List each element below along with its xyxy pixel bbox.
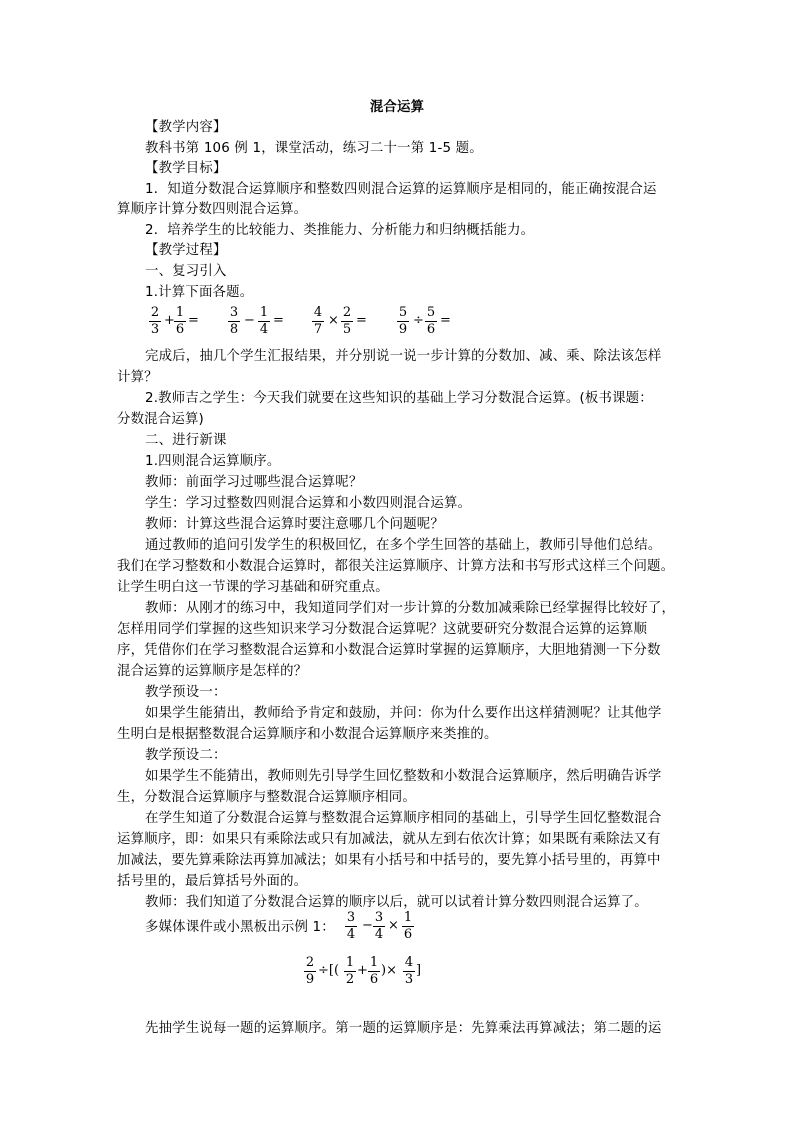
- times-operator: ×: [388, 918, 399, 933]
- fraction: 4 3: [404, 955, 414, 987]
- equals-sign: =: [356, 313, 367, 328]
- paragraph-line: 学生：学习过整数四则混合运算和小数四则混合运算。: [145, 496, 472, 511]
- fraction: 3 8: [229, 305, 239, 337]
- fraction: 2 3: [150, 305, 160, 337]
- paragraph-line: 生明白是根据整数混合运算顺序和小数混合运算顺序来类推的。: [117, 727, 498, 742]
- fraction: 1 2: [345, 955, 355, 987]
- divide-bracket-operator: ÷[(: [318, 963, 340, 978]
- plus-operator: +: [164, 313, 175, 328]
- paragraph-line: 1.计算下面各题。: [145, 285, 254, 300]
- subsection-heading: 二、进行新课: [145, 433, 227, 448]
- fraction: 4 7: [313, 305, 323, 337]
- paragraph-line: 在学生知道了分数混合运算与整数混合运算顺序相同的基础上，引导学生回忆整数混合: [145, 811, 662, 826]
- paragraph-line: 完成后，抽几个学生汇报结果，并分别说一说一步计算的分数加、减、乘、除法该怎样: [145, 349, 662, 364]
- paragraph-line: 怎样用同学们掌握的这些知识来学习分数混合运算呢？这就要研究分数混合运算的运算顺: [117, 622, 648, 637]
- plus-operator: +: [357, 963, 368, 978]
- paragraph-line: 教科书第 106 例 1，课堂活动，练习二十一第 1-5 题。: [145, 141, 483, 156]
- paragraph-line: 如果学生能猜出，教师给予肯定和鼓励，并问：你为什么要作出这样猜测呢？让其他学: [145, 706, 662, 721]
- section-heading: 【教学内容】: [145, 120, 227, 135]
- paragraph-line: 如果学生不能猜出，教师则先引导学生回忆整数和小数混合运算顺序，然后明确告诉学: [145, 769, 662, 784]
- minus-operator: −: [362, 918, 373, 933]
- paragraph-line: 算顺序计算分数四则混合运算。: [117, 202, 308, 217]
- equals-sign: =: [440, 313, 451, 328]
- paragraph-line: 分数混合运算): [117, 412, 204, 427]
- fraction: 1 6: [175, 305, 185, 337]
- paragraph-line: 教学预设二：: [145, 748, 227, 763]
- times-operator: ×: [328, 313, 339, 328]
- fraction: 3 4: [346, 910, 356, 942]
- paragraph-line: 教师：我们知道了分数混合运算的顺序以后，就可以试着计算分数四则混合运算了。: [145, 895, 648, 910]
- paragraph-line: 1．知道分数混合运算顺序和整数四则混合运算的运算顺序是相同的，能正确按混合运: [145, 182, 657, 197]
- paragraph-line: 我们在学习整数和小数混合运算时，都很关注运算顺序、计算方法和书写形式这样三个问题。: [117, 559, 675, 574]
- fraction: 1 6: [369, 955, 379, 987]
- fraction: 3 4: [374, 910, 384, 942]
- paragraph-line: 生，分数混合运算顺序与整数混合运算顺序相同。: [117, 790, 416, 805]
- fraction: 2 9: [305, 955, 315, 987]
- fraction: 5 6: [426, 305, 436, 337]
- paragraph-line: 2．培养学生的比较能力、类推能力、分析能力和归纳概括能力。: [145, 223, 535, 238]
- divide-operator: ÷: [413, 313, 424, 328]
- paragraph-line: 运算顺序，即：如果只有乘除法或只有加减法，就从左到右依次计算；如果既有乘除法又有: [117, 832, 661, 847]
- section-heading: 【教学过程】: [145, 243, 227, 258]
- paragraph-line: 1.四则混合运算顺序。: [145, 454, 281, 469]
- paragraph-line: 教师：计算这些混合运算时要注意哪几个问题呢？: [145, 517, 444, 532]
- times-operator: )×: [381, 963, 397, 978]
- paragraph-line: 加减法，要先算乘除法再算加减法；如果有小括号和中括号的，要先算小括号里的，再算中: [117, 853, 661, 868]
- paragraph-line: 教师：从刚才的练习中，我知道同学们对一步计算的分数加减乘除已经掌握得比较好了，: [145, 601, 676, 616]
- fraction: 1 4: [259, 305, 269, 337]
- minus-operator: −: [244, 313, 255, 328]
- paragraph-line: 多媒体课件或小黑板出示例 1：: [145, 920, 335, 935]
- equals-sign: =: [273, 313, 284, 328]
- section-heading: 【教学目标】: [145, 161, 227, 176]
- paragraph-line: 通过教师的追问引发学生的积极回忆，在多个学生回答的基础上，教师引导他们总结。: [145, 538, 662, 553]
- fraction: 5 9: [398, 305, 408, 337]
- paragraph-line: 混合运算的运算顺序是怎样的？: [117, 664, 308, 679]
- paragraph-line: 先抽学生说每一题的运算顺序。第一题的运算顺序是：先算乘法再算减法；第二题的运: [145, 1021, 662, 1036]
- paragraph-line: 教学预设一：: [145, 685, 227, 700]
- paragraph-line: 括号里的，最后算括号外面的。: [117, 874, 308, 889]
- document-title: 混合运算: [369, 100, 425, 115]
- paragraph-line: 让学生明白这一节课的学习基础和研究重点。: [117, 580, 389, 595]
- close-bracket: ]: [416, 963, 422, 978]
- subsection-heading: 一、复习引入: [145, 264, 227, 279]
- fraction: 1 6: [403, 910, 413, 942]
- paragraph-line: 2.教师吉之学生：今天我们就要在这些知识的基础上学习分数混合运算。(板书课题：: [145, 391, 653, 406]
- paragraph-line: 教师：前面学习过哪些混合运算呢？: [145, 475, 363, 490]
- paragraph-line: 计算？: [117, 370, 158, 385]
- fraction: 2 5: [342, 305, 352, 337]
- equals-sign: =: [188, 313, 199, 328]
- paragraph-line: 序，凭借你们在学习整数混合运算和小数混合运算时掌握的运算顺序，大胆地猜测一下分数: [117, 643, 661, 658]
